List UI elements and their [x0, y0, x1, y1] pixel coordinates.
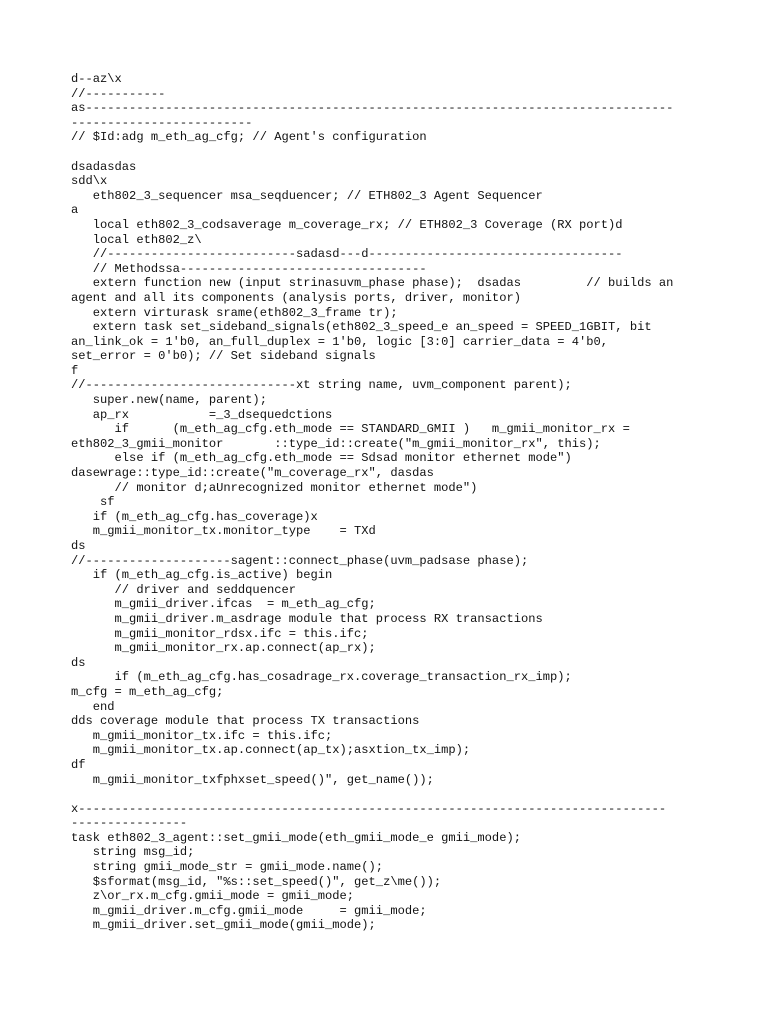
code-line: ds	[71, 539, 86, 553]
code-line: sf	[71, 495, 115, 510]
code-line: task eth802_3_agent::set_gmii_mode(eth_gmii_mode_e gmii_mode);	[71, 830, 521, 845]
code-line: extern virturask srame(eth802_3_frame tr);	[71, 305, 398, 320]
code-line: m_gmii_driver.m_asdrage module that process RX transactions	[71, 611, 543, 626]
code-line: dasewrage::type_id::create("m_coverage_rx", dasdas	[71, 466, 434, 481]
code-line: set_error = 0'b0); // Set sideband signals	[71, 349, 376, 364]
code-line: if (m_eth_ag_cfg.is_active) begin	[71, 568, 333, 583]
code-line: local eth802_3_codsaverage m_coverage_rx; // ETH802_3 Coverage (RX port)d	[71, 217, 623, 232]
code-line: a	[71, 203, 79, 218]
code-line: m_gmii_monitor_txfphxset_speed()", get_name());	[71, 772, 434, 787]
code-line: //-----------------------------xt string name, uvm_component parent);	[71, 378, 572, 393]
code-line: //--------------------sagent::connect_phase(uvm_padsase phase);	[71, 553, 529, 568]
code-line: ap_rx =_3_dsequedctions	[71, 407, 333, 422]
code-line: m_gmii_driver.m_cfg.gmii_mode = gmii_mode;	[71, 903, 427, 918]
code-line: super.new(name, parent);	[71, 393, 267, 408]
code-line: df	[71, 757, 86, 772]
code-line	[71, 787, 711, 802]
code-line: if (m_eth_ag_cfg.eth_mode == STANDARD_GMII ) m_gmii_monitor_rx =	[71, 422, 630, 437]
code-line: // Methodssa----------------------------------	[71, 261, 427, 276]
code-line: ----------------	[71, 816, 188, 831]
code-line: if (m_eth_ag_cfg.has_cosadrage_rx.coverage_transaction_rx_imp);	[71, 670, 572, 685]
code-line: -------------------------	[71, 115, 253, 130]
code-line: m_gmii_driver.set_gmii_mode(gmii_mode);	[71, 918, 376, 933]
code-listing	[71, 72, 711, 933]
code-line: else if (m_eth_ag_cfg.eth_mode == Sdsad monitor ethernet mode")	[71, 451, 572, 466]
code-line: string msg_id;	[71, 845, 195, 860]
code-line: ds	[71, 655, 86, 670]
code-line: // driver and seddquencer	[71, 582, 296, 597]
code-line: //--------------------------sadasd---d-----------------------------------	[71, 247, 623, 262]
code-line: eth802_3_sequencer msa_seqduencer; // ETH802_3 Agent Sequencer	[71, 188, 543, 203]
code-line: m_cfg = m_eth_ag_cfg;	[71, 684, 224, 699]
code-line: agent and all its components (analysis ports, driver, monitor)	[71, 290, 521, 305]
code-line: // monitor d;aUnrecognized monitor ethernet mode")	[71, 480, 478, 495]
code-line: if (m_eth_ag_cfg.has_coverage)x	[71, 509, 318, 524]
code-line: f	[71, 363, 79, 378]
code-line: $sformat(msg_id, "%s::set_speed()", get_z\me());	[71, 874, 442, 889]
code-line: an_link_ok = 1'b0, an_full_duplex = 1'b0, logic [3:0] carrier_data = 4'b0,	[71, 334, 609, 349]
code-line: m_gmii_monitor_rx.ap.connect(ap_rx);	[71, 641, 376, 656]
code-line: m_gmii_driver.ifcas = m_eth_ag_cfg;	[71, 597, 376, 612]
code-line: d--az\x	[71, 72, 122, 86]
code-line: string gmii_mode_str = gmii_mode.name();	[71, 860, 384, 875]
code-line: extern task set_sideband_signals(eth802_3_speed_e an_speed = SPEED_1GBIT, bit	[71, 320, 652, 335]
code-line: end	[71, 699, 115, 714]
code-line: m_gmii_monitor_tx.ap.connect(ap_tx);asxtion_tx_imp);	[71, 743, 471, 758]
code-line: x---------------------------------------------------------------------------------	[71, 801, 667, 816]
code-line	[71, 145, 711, 160]
code-line: dds coverage module that process TX transactions	[71, 714, 420, 729]
code-line: extern function new (input strinasuvm_phase phase); dsadas // builds an	[71, 276, 674, 291]
code-line: as---------------------------------------------------------------------------------	[71, 101, 674, 116]
code-line: m_gmii_monitor_tx.monitor_type = TXd	[71, 524, 376, 539]
code-line: // $Id:adg m_eth_ag_cfg; // Agent's configuration	[71, 130, 427, 145]
code-line: local eth802_z\	[71, 232, 202, 247]
code-line: dsadasdas	[71, 159, 137, 174]
code-line: m_gmii_monitor_tx.ifc = this.ifc;	[71, 728, 333, 743]
code-line: sdd\x	[71, 174, 108, 189]
code-line: m_gmii_monitor_rdsx.ifc = this.ifc;	[71, 626, 369, 641]
code-line: //-----------	[71, 86, 166, 101]
code-line: eth802_3_gmii_monitor ::type_id::create("m_gmii_monitor_rx", this);	[71, 436, 601, 451]
code-line: z\or_rx.m_cfg.gmii_mode = gmii_mode;	[71, 889, 355, 904]
